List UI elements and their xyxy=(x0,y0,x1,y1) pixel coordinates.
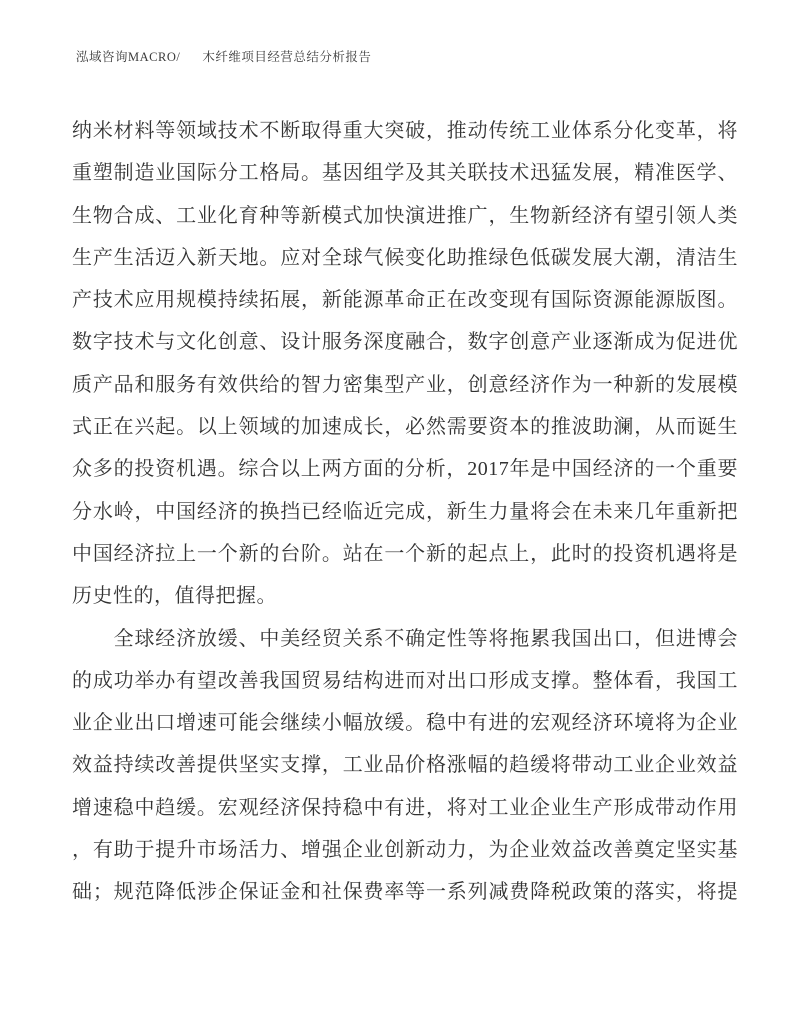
text-line: 式正在兴起。以上领域的加速成长，必然需要资本的推波助澜，从而诞生 xyxy=(72,416,738,439)
text-line: 生物合成、工业化育种等新模式加快演进推广，生物新经济有望引领人类 xyxy=(72,204,738,227)
text-line: 产技术应用规模持续拓展，新能源革命正在改变现有国际资源能源版图。 xyxy=(72,289,738,312)
company-brand-label: 泓域咨询MACRO/ xyxy=(76,50,181,64)
text-line: 生产生活迈入新天地。应对全球气候变化助推绿色低碳发展大潮，清洁生 xyxy=(72,246,738,269)
text-line: 纳米材料等领域技术不断取得重大突破，推动传统工业体系分化变革，将 xyxy=(72,120,738,142)
text-line: ，有助于提升市场活力、增强企业创新动力，为企业效益改善奠定坚实基 xyxy=(72,839,738,862)
text-line: 的成功举办有望改善我国贸易结构进而对出口形成支撑。整体看，我国工 xyxy=(72,669,738,692)
text-line: 众多的投资机遇。综合以上两方面的分析，2017年是中国经济的一个重要 xyxy=(72,458,738,481)
text-line: 全球经济放缓、中美经贸关系不确定性等将拖累我国出口，但进博会 xyxy=(72,627,738,650)
text-line: 业企业出口增速可能会继续小幅放缓。稳中有进的宏观经济环境将为企业 xyxy=(72,712,738,735)
paragraph-macro-trends xyxy=(72,110,738,618)
text-line: 质产品和服务有效供给的智力密集型产业，创意经济作为一种新的发展模 xyxy=(72,373,738,396)
text-line: 中国经济拉上一个新的台阶。站在一个新的起点上，此时的投资机遇将是 xyxy=(72,542,738,565)
document-title: 木纤维项目经营总结分析报告 xyxy=(202,50,372,64)
text-line: 础；规范降低涉企保证金和社保费率等一系列减费降税政策的落实，将提 xyxy=(72,881,738,904)
document-header xyxy=(76,47,740,65)
text-line: 数字技术与文化创意、设计服务深度融合，数字创意产业逐渐成为促进优 xyxy=(72,331,738,354)
text-line: 分水岭，中国经济的换挡已经临近完成，新生力量将会在未来几年重新把 xyxy=(72,500,738,523)
text-line: 重塑制造业国际分工格局。基因组学及其关联技术迅猛发展，精准医学、 xyxy=(72,162,738,185)
text-line: 增速稳中趋缓。宏观经济保持稳中有进，将对工业企业生产形成带动作用 xyxy=(72,796,738,819)
text-line: 历史性的，值得把握。 xyxy=(72,585,277,608)
text-line: 效益持续改善提供坚实支撑，工业品价格涨幅的趋缓将带动工业企业效益 xyxy=(72,754,738,777)
paragraph-economy-outlook xyxy=(72,618,738,914)
document-body xyxy=(72,110,738,914)
